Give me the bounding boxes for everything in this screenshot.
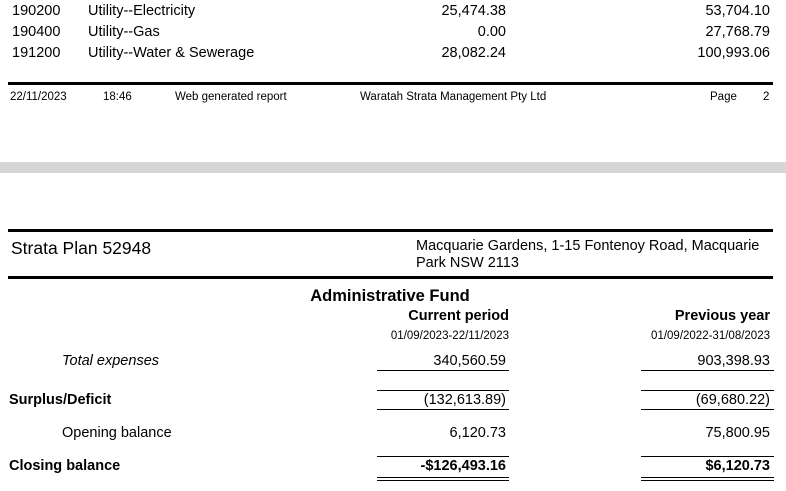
closing-rule-previous	[641, 456, 774, 457]
current-amount: 0.00	[477, 24, 506, 40]
address-line-2: Park NSW 2113	[416, 255, 519, 271]
account-name: Utility--Water & Sewerage	[88, 45, 255, 61]
closing-double-rule-previous-1	[641, 477, 774, 478]
closing-double-rule-current-1	[377, 477, 509, 478]
address-line-1: Macquarie Gardens, 1-15 Fontenoy Road, Macquarie	[416, 238, 760, 254]
account-code: 190200	[12, 3, 61, 19]
account-code: 191200	[12, 45, 61, 61]
surplus-rule-previous	[641, 390, 774, 391]
footer-rule	[8, 82, 773, 85]
current-period-heading: Current period	[408, 308, 509, 324]
total-rule-previous	[641, 370, 774, 371]
closing-double-rule-previous-2	[641, 480, 774, 481]
footer-date: 22/11/2023	[10, 91, 67, 103]
page-separator	[0, 162, 786, 173]
total-rule-current	[377, 370, 509, 371]
previous-amount: 27,768.79	[705, 24, 770, 40]
total-expenses-previous: 903,398.93	[697, 353, 770, 369]
current-amount: 28,082.24	[441, 45, 506, 61]
current-period-range: 01/09/2023-22/11/2023	[390, 330, 509, 342]
footer-page-label: Page	[710, 91, 737, 103]
account-name: Utility--Gas	[88, 24, 160, 40]
total-expenses-label: Total expenses	[62, 353, 160, 369]
opening-balance-current: 6,120.73	[449, 425, 506, 441]
header-top-rule	[8, 229, 773, 232]
opening-balance-label: Opening balance	[62, 425, 172, 441]
header-bottom-rule	[8, 276, 773, 279]
surplus-rule-current	[377, 390, 509, 391]
footer-company: Waratah Strata Management Pty Ltd	[360, 91, 547, 103]
closing-balance-previous: $6,120.73	[705, 458, 770, 474]
closing-double-rule-current-2	[377, 480, 509, 481]
surplus-under-rule-previous	[641, 409, 774, 410]
surplus-under-rule-current	[377, 409, 509, 410]
previous-year-range: 01/09/2022-31/08/2023	[651, 330, 770, 342]
current-amount: 25,474.38	[441, 3, 506, 19]
footer-page-number: 2	[763, 91, 770, 103]
surplus-deficit-label: Surplus/Deficit	[9, 392, 112, 408]
closing-balance-current: -$126,493.16	[420, 458, 506, 474]
surplus-deficit-current: (132,613.89)	[423, 392, 506, 408]
account-code: 190400	[12, 24, 61, 40]
account-name: Utility--Electricity	[88, 3, 196, 19]
opening-balance-previous: 75,800.95	[705, 425, 770, 441]
closing-balance-label: Closing balance	[9, 458, 121, 474]
strata-plan-title: Strata Plan 52948	[11, 238, 152, 258]
footer-report: Web generated report	[175, 91, 287, 103]
fund-title: Administrative Fund	[310, 287, 470, 305]
surplus-deficit-previous: (69,680.22)	[695, 392, 770, 408]
previous-amount: 53,704.10	[705, 3, 770, 19]
total-expenses-current: 340,560.59	[433, 353, 506, 369]
footer-time: 18:46	[103, 91, 132, 103]
previous-amount: 100,993.06	[697, 45, 770, 61]
closing-rule-current	[377, 456, 509, 457]
previous-year-heading: Previous year	[674, 308, 770, 324]
